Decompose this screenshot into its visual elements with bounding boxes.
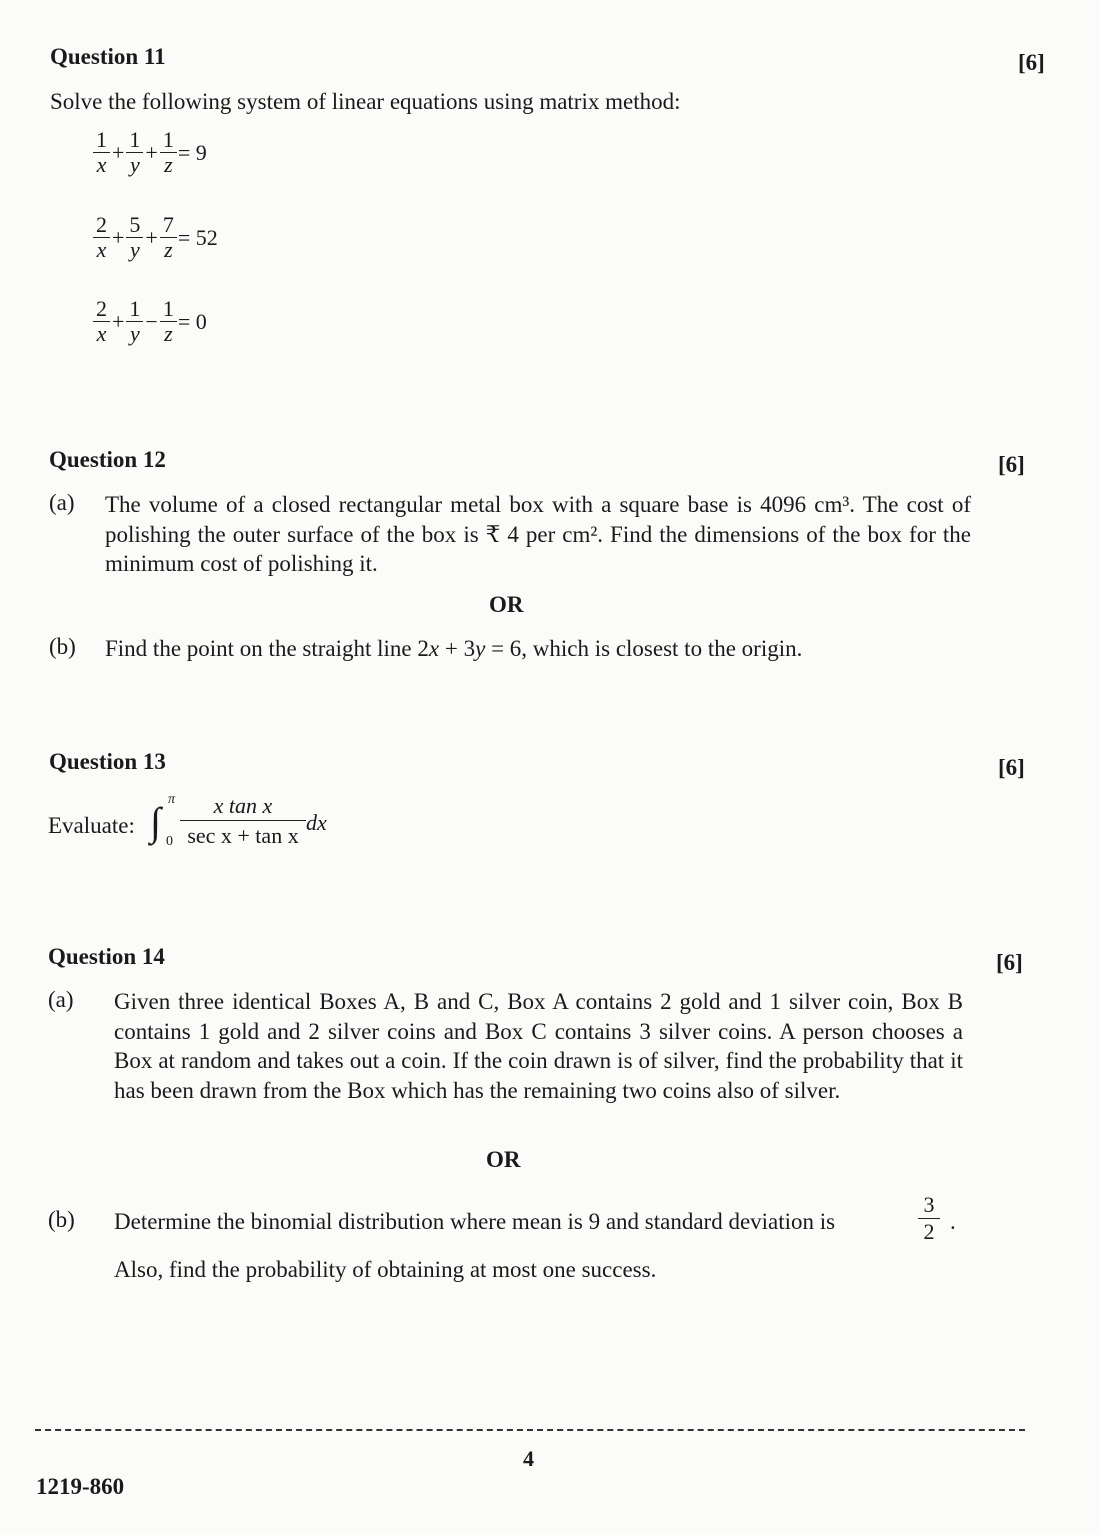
question-14-heading: Question 14 (48, 944, 165, 969)
fraction-term (160, 213, 177, 262)
fraction-term (126, 213, 143, 262)
question-14b-label: (b) (48, 1207, 75, 1232)
fraction-term (126, 297, 143, 346)
fraction-numerator: 7 (160, 213, 177, 238)
question-14a-label: (a) (48, 987, 74, 1012)
question-12a-text: The volume of a closed rectangular metal box with a square base is 4096 cm³. The cost of polishing the outer surface of the box is ₹ 4 per cm². Find the dimensions of the box for the minimum cost of polishing it. (105, 492, 971, 576)
question-13-heading: Question 13 (49, 749, 166, 774)
equation-operator: + (112, 308, 125, 334)
question-14b-period: . (950, 1209, 956, 1234)
fraction-term (126, 128, 143, 177)
fraction-denominator: y (130, 152, 140, 177)
question-12a-label: (a) (49, 490, 75, 515)
fraction-denominator: z (164, 321, 173, 346)
fraction-numerator: 1 (160, 297, 177, 322)
question-13-marks: [6] (998, 755, 1025, 780)
equation-row (92, 297, 207, 357)
equation-row (92, 128, 207, 188)
question-14-marks: [6] (996, 950, 1023, 975)
integral-upper-limit: π (168, 792, 176, 807)
question-12-or: OR (489, 592, 524, 617)
question-11-heading: Question 11 (50, 44, 166, 69)
equation-operator: + (145, 139, 158, 165)
equation-operator: − (145, 308, 158, 334)
fraction-numerator: 1 (126, 128, 143, 153)
equation-operator: + (112, 224, 125, 250)
equation-operator: + (112, 139, 125, 165)
question-12b-label: (b) (49, 634, 76, 659)
integrand-denominator: sec x + tan x (187, 823, 299, 848)
page-number: 4 (523, 1446, 534, 1471)
question-11-marks: [6] (1018, 50, 1045, 75)
fraction-denominator: x (96, 237, 107, 262)
fraction-numerator: 1 (93, 128, 110, 153)
question-12b-text: Find the point on the straight line 2x + 3y = 6, which is closest to the origin. (105, 636, 803, 661)
std-dev-fraction: 3 2 (918, 1192, 940, 1245)
integral-lower-limit: 0 (166, 834, 173, 849)
fraction-term (160, 128, 177, 177)
question-14-or: OR (486, 1147, 521, 1172)
question-12-heading: Question 12 (49, 447, 166, 472)
fraction-denominator: y (130, 237, 140, 262)
fraction-term (93, 128, 110, 177)
equation-rhs: = 52 (177, 224, 218, 250)
integral-sign: ∫ (150, 799, 161, 844)
fraction-denominator: z (164, 152, 173, 177)
equation-operator: + (145, 224, 158, 250)
fraction-denominator: y (130, 321, 140, 346)
question-14b-text-2: Also, find the probability of obtaining at most one success. (114, 1257, 657, 1282)
question-14a-text: Given three identical Boxes A, B and C, Box A contains 2 gold and 1 silver coin, Box B contains 1 gold and 2 silver coins and Box C contains 3 silver coins. A person chooses a Box at random and takes out a coin. If the coin drawn is of silver, find the probability that it has been drawn from the Box which has the remaining two coins also of silver. (114, 989, 963, 1103)
footer-divider (35, 1429, 1025, 1431)
equation-rhs: = 9 (177, 139, 207, 165)
fraction-denominator: z (164, 237, 173, 262)
fraction-numerator: 2 (93, 213, 110, 238)
fraction-numerator: 1 (160, 128, 177, 153)
question-14b-text: Determine the binomial distribution where mean is 9 and standard deviation is (114, 1209, 836, 1234)
integral-dx: dx (306, 810, 327, 835)
question-12-marks: [6] (998, 452, 1025, 477)
fraction-numerator: 2 (93, 297, 110, 322)
equation-rhs: = 0 (177, 308, 207, 334)
fraction-numerator: 1 (126, 297, 143, 322)
equation-row (92, 213, 218, 273)
paper-code: 1219-860 (36, 1474, 125, 1499)
integrand-numerator: x tan x (180, 792, 306, 821)
fraction-numerator: 5 (126, 213, 143, 238)
question-11-prompt: Solve the following system of linear equations using matrix method: (50, 89, 681, 114)
fraction-denominator: x (96, 321, 107, 346)
fraction-term (93, 297, 110, 346)
fraction-denominator: x (96, 152, 107, 177)
evaluate-label: Evaluate: (48, 813, 135, 838)
fraction-term (160, 297, 177, 346)
fraction-term (93, 213, 110, 262)
